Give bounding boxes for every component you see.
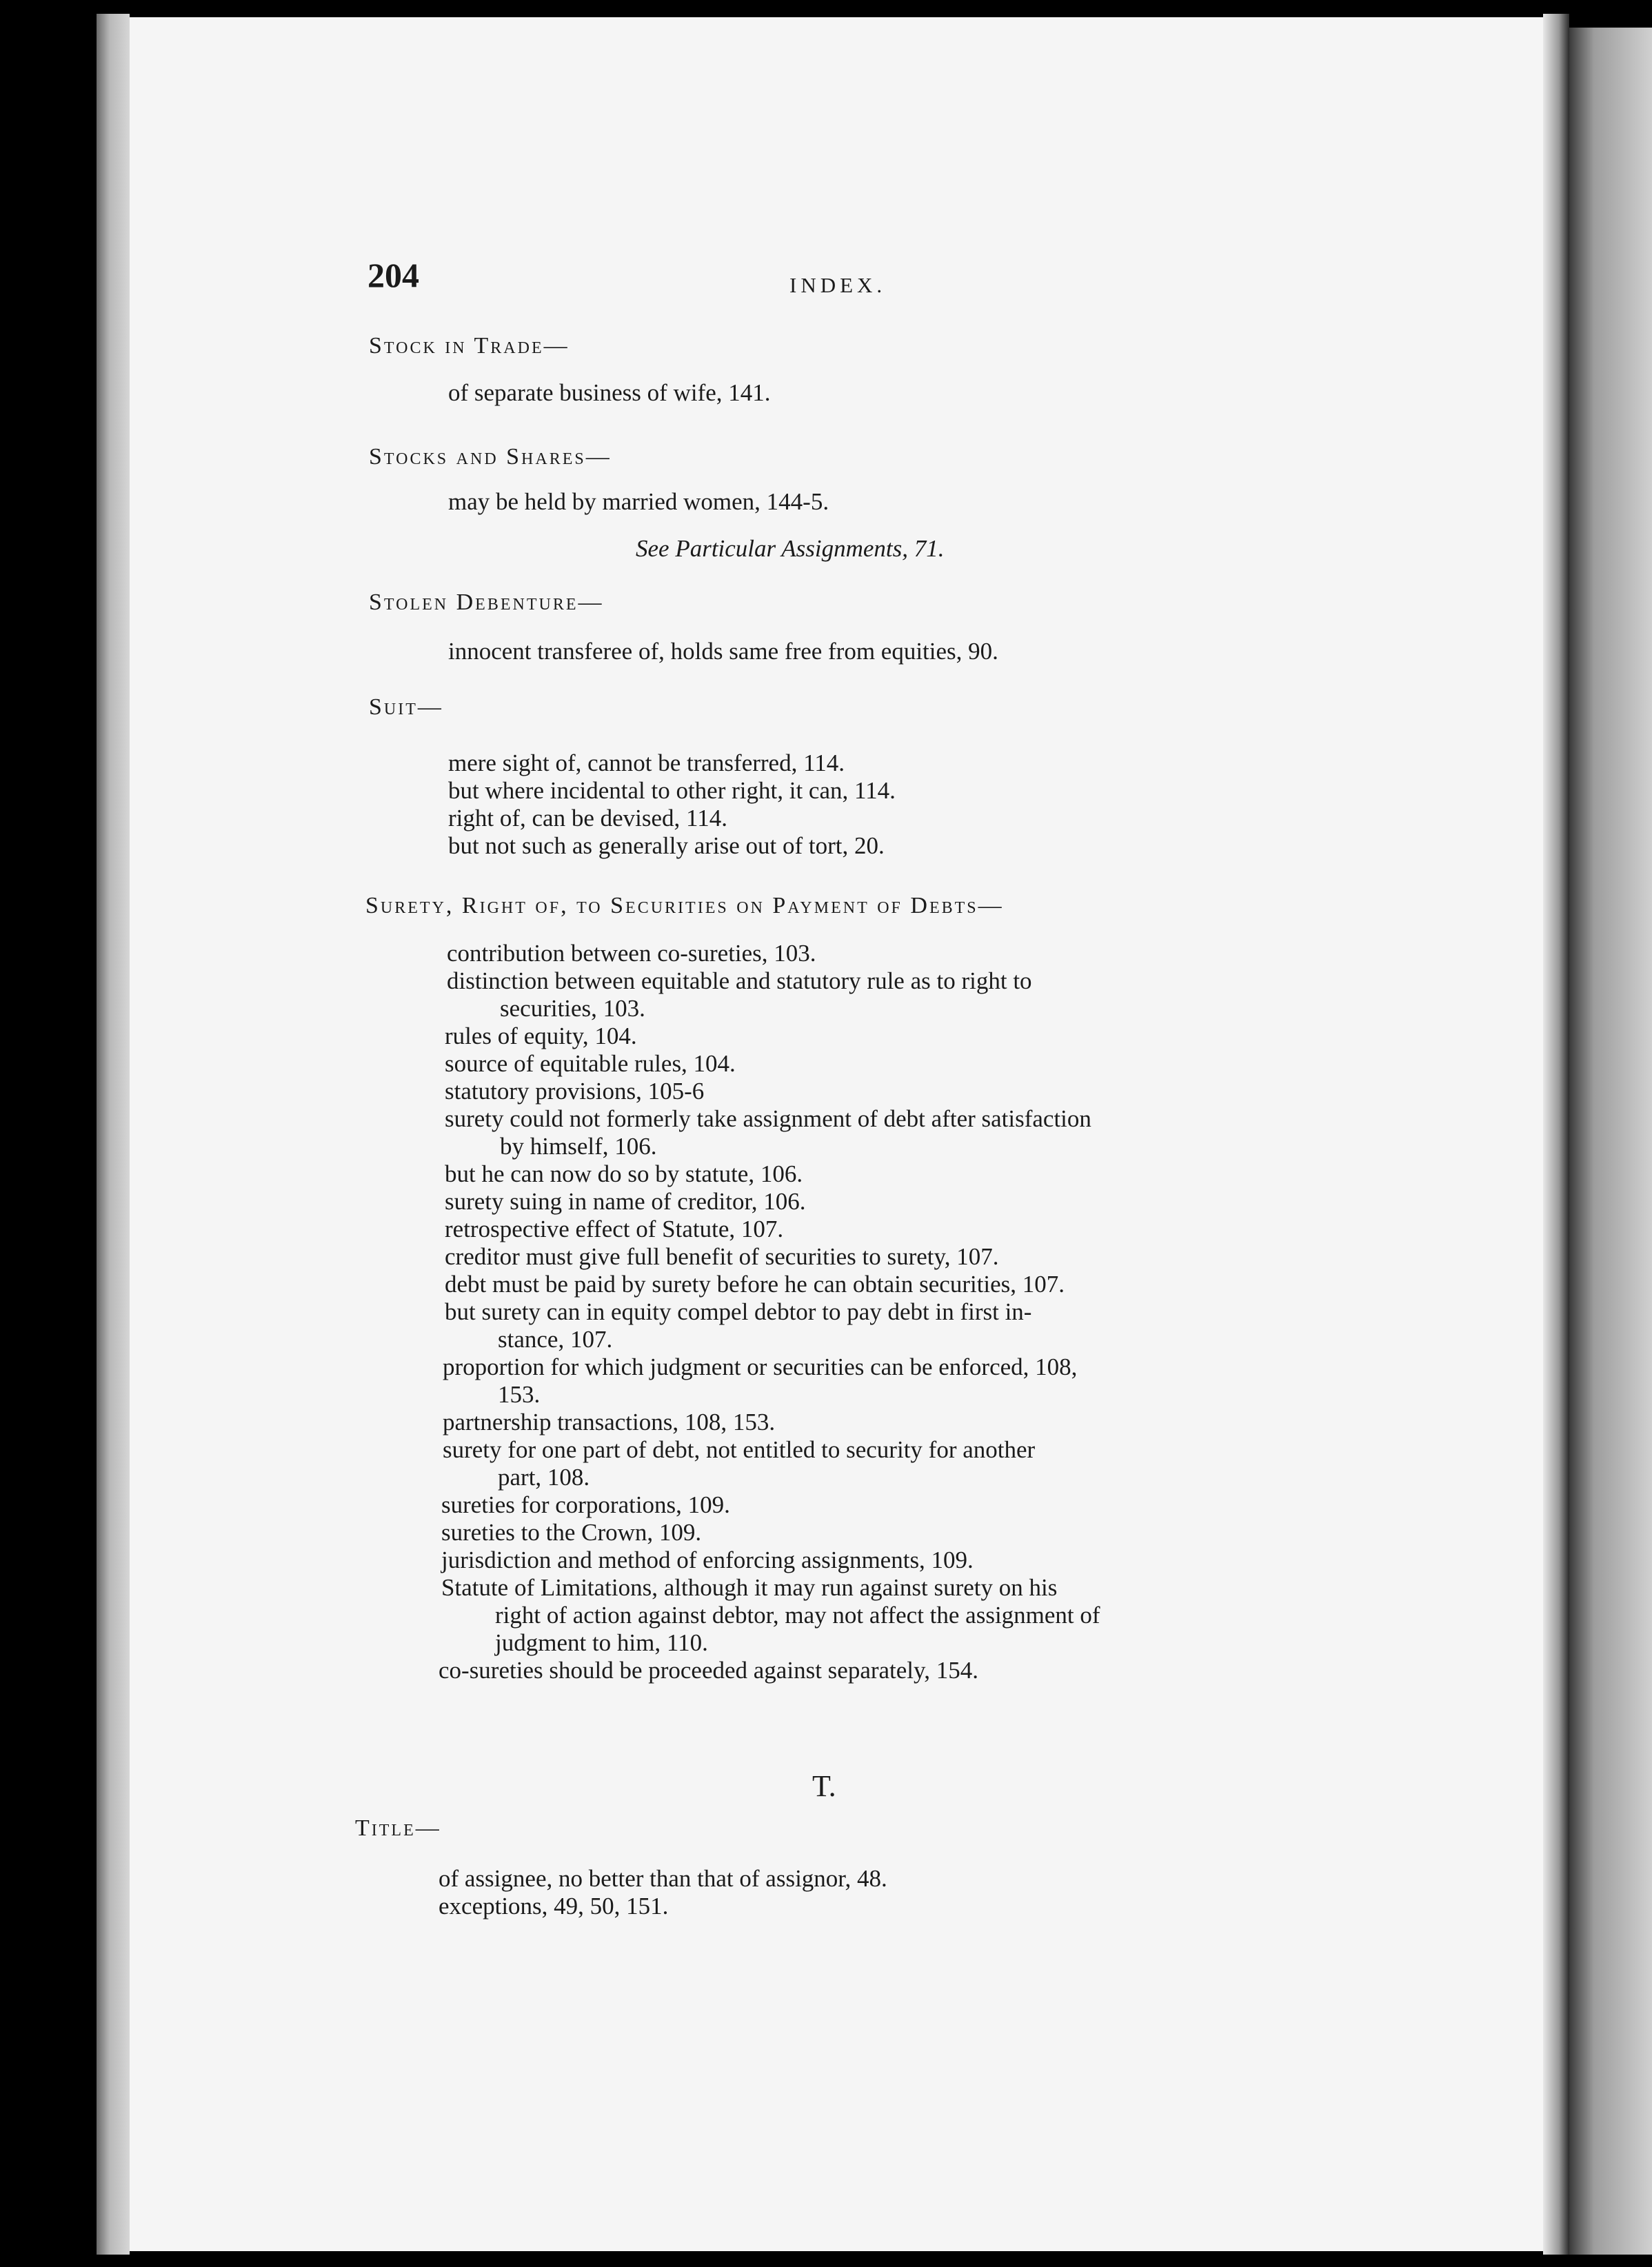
index-entry: source of equitable rules, 104. bbox=[445, 1050, 736, 1077]
index-entry: proportion for which judgment or securities can be enforced, 108, bbox=[443, 1353, 1078, 1380]
index-entry: statutory provisions, 105-6 bbox=[445, 1078, 705, 1105]
index-entry: rules of equity, 104. bbox=[445, 1022, 637, 1049]
index-entry: of separate business of wife, 141. bbox=[448, 379, 771, 406]
see-also-reference: See Particular Assignments, 71. bbox=[636, 535, 945, 562]
index-entry-continuation: stance, 107. bbox=[498, 1326, 613, 1353]
index-entry: but where incidental to other right, it can, 114. bbox=[448, 777, 896, 804]
index-entry: co-sureties should be proceeded against separately, 154. bbox=[439, 1657, 979, 1684]
index-entry: debt must be paid by surety before he can obtain securities, 107. bbox=[445, 1271, 1065, 1298]
index-entry: jurisdiction and method of enforcing assignments, 109. bbox=[441, 1546, 974, 1573]
index-entry: contribution between co-sureties, 103. bbox=[447, 940, 816, 967]
index-entry: but he can now do so by statute, 106. bbox=[445, 1160, 803, 1187]
index-entry-continuation: part, 108. bbox=[498, 1464, 590, 1491]
index-entry: exceptions, 49, 50, 151. bbox=[439, 1893, 669, 1920]
index-entry-continuation: judgment to him, 110. bbox=[495, 1629, 708, 1656]
index-entry: surety suing in name of creditor, 106. bbox=[445, 1188, 806, 1215]
index-entry-continuation: by himself, 106. bbox=[500, 1133, 657, 1160]
index-entry: Statute of Limitations, although it may run against surety on his bbox=[441, 1574, 1058, 1601]
index-heading: Surety, Right of, to Securities on Payment of Debts— bbox=[365, 893, 1004, 918]
index-entry: innocent transferee of, holds same free from equities, 90. bbox=[448, 638, 998, 665]
index-entry: but surety can in equity compel debtor to pay debt in first in- bbox=[445, 1298, 1032, 1325]
index-entry-continuation: right of action against debtor, may not affect the assignment of bbox=[495, 1602, 1100, 1629]
index-heading: Stock in Trade— bbox=[369, 333, 570, 359]
running-head: INDEX. bbox=[789, 273, 887, 297]
index-heading: Suit— bbox=[369, 694, 443, 720]
index-entry-continuation: 153. bbox=[498, 1381, 541, 1408]
index-entry-continuation: securities, 103. bbox=[500, 995, 645, 1022]
index-entry: sureties for corporations, 109. bbox=[441, 1491, 730, 1518]
index-heading: Stocks and Shares— bbox=[369, 444, 612, 470]
index-entry: right of, can be devised, 114. bbox=[448, 805, 727, 832]
page-number: 204 bbox=[367, 256, 419, 294]
index-entry: but not such as generally arise out of tort, 20. bbox=[448, 832, 885, 859]
index-entry: distinction between equitable and statutory rule as to right to bbox=[447, 967, 1032, 994]
letter-section-heading: T. bbox=[812, 1769, 836, 1803]
index-entry: creditor must give full benefit of securities to surety, 107. bbox=[445, 1243, 999, 1270]
index-heading: Stolen Debenture— bbox=[369, 590, 604, 615]
index-entry: of assignee, no better than that of assignor, 48. bbox=[439, 1865, 887, 1892]
index-entry: mere sight of, cannot be transferred, 114. bbox=[448, 749, 845, 776]
index-entry: sureties to the Crown, 109. bbox=[441, 1519, 702, 1546]
index-entry: surety for one part of debt, not entitled to security for another bbox=[443, 1436, 1036, 1463]
index-entry: retrospective effect of Statute, 107. bbox=[445, 1216, 784, 1242]
index-entry: surety could not formerly take assignment of debt after satisfaction bbox=[445, 1105, 1091, 1132]
index-entry: partnership transactions, 108, 153. bbox=[443, 1409, 776, 1435]
index-entry: may be held by married women, 144-5. bbox=[448, 488, 829, 515]
index-heading: Title— bbox=[355, 1815, 441, 1841]
